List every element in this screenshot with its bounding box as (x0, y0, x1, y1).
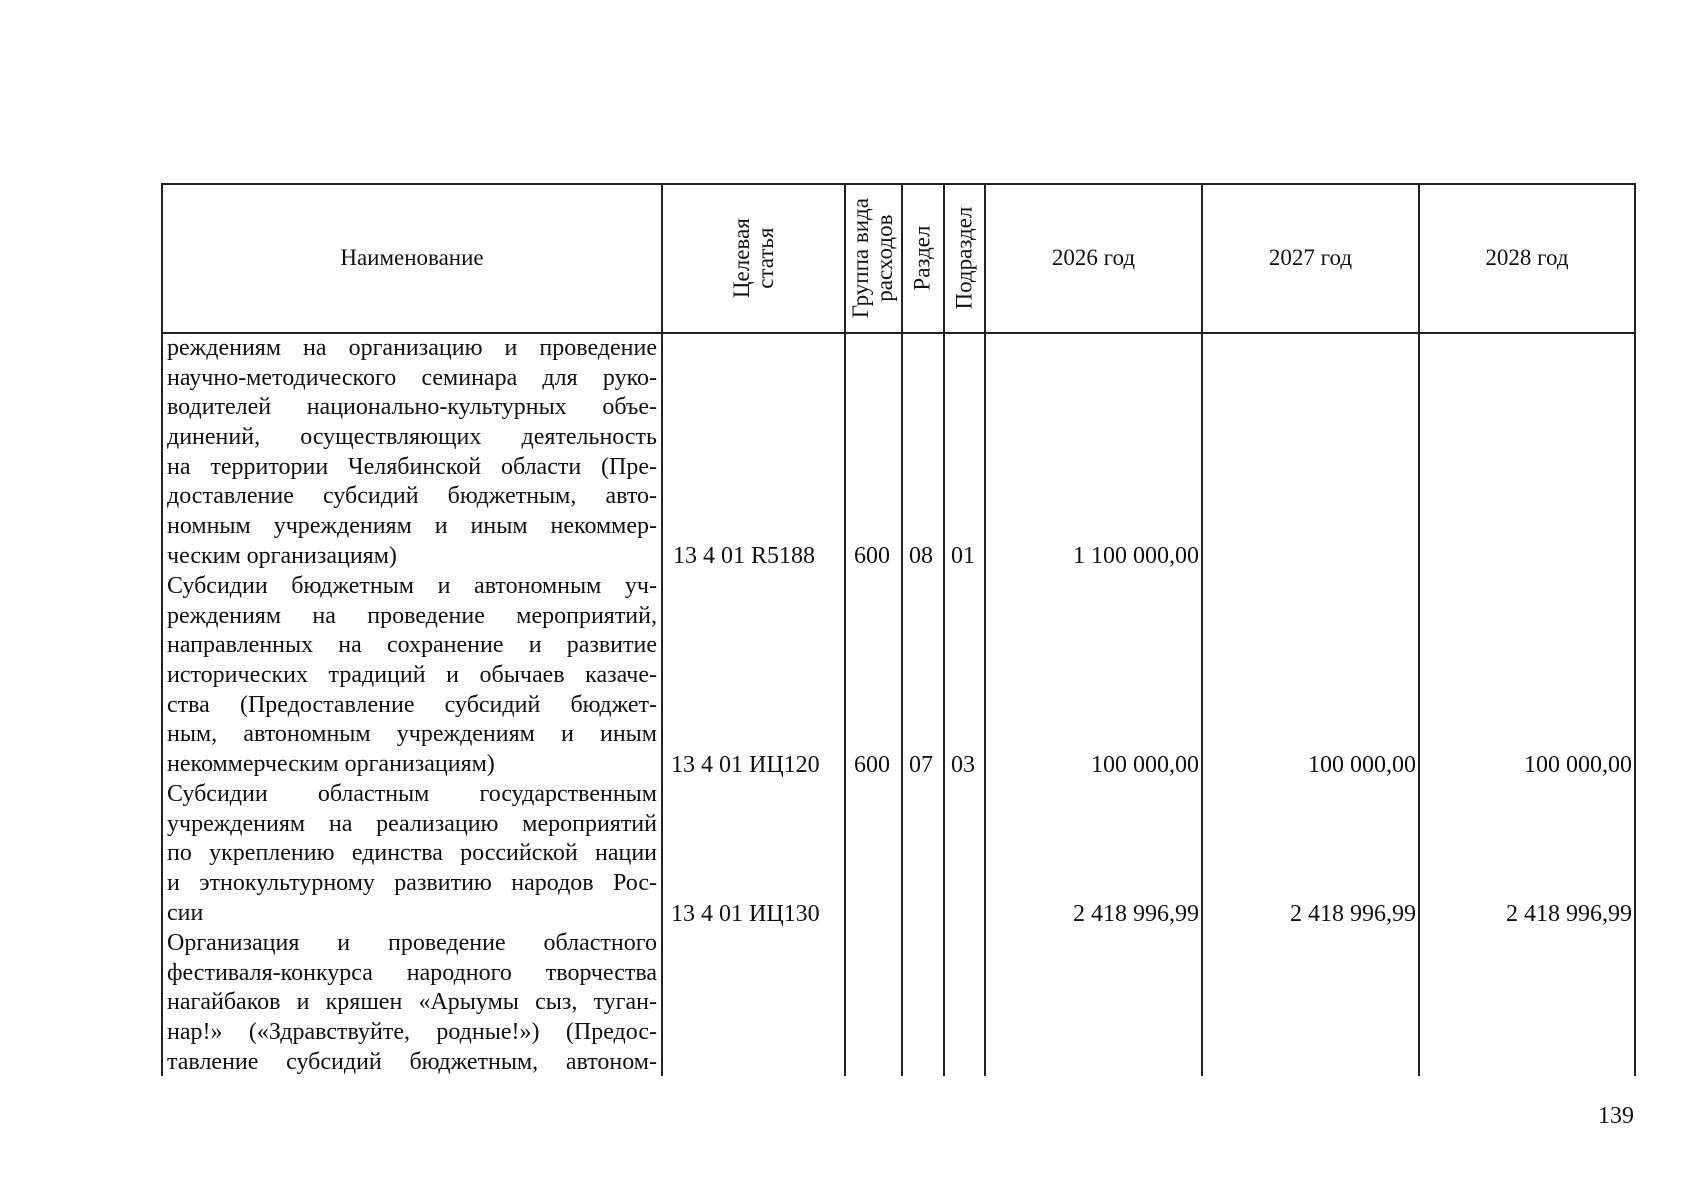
row-2-code: 13 4 01 ИЦ120 (671, 752, 820, 778)
budget-table (161, 183, 1636, 1076)
header-subsection: Подраздел (951, 206, 977, 310)
row-1-section: 08 (909, 543, 933, 569)
col-border (1634, 183, 1636, 1076)
row-1-subsection: 01 (951, 543, 975, 569)
page-number: 139 (1598, 1103, 1634, 1129)
row-2-amount-2028: 100 000,00 (1524, 752, 1632, 778)
header-name: Наименование (340, 245, 484, 271)
header-section: Раздел (909, 225, 935, 291)
row-2-description: Субсидии бюджетным и автономным уч- реждениям на проведение мероприятий, направленных на сохранение и развитие исторических традиций и обычаев казаче- ства (Предоставление субсидий бюджет- ным, автономным учреждениям и иным некоммерческим организациям) (167, 573, 657, 778)
row-3-amount-2027: 2 418 996,99 (1290, 901, 1416, 927)
header-target-article: Целевая статья (728, 218, 778, 298)
row-2-section: 07 (909, 752, 933, 778)
header-year-2026: 2026 год (1051, 245, 1136, 271)
row-2-subsection: 03 (951, 752, 975, 778)
row-3-amount-2026: 2 418 996,99 (1073, 901, 1199, 927)
row-1-description: реждениям на организацию и проведение научно-методического семинара для руко- водителей национально-культурных объе- динений, осуществляющих деятельность на территории Челябинской области (Пре- доставление субсидий бюджетным, авто- номным учреждениям и иным некоммер- ческим организациям) (167, 335, 657, 569)
row-4-description: Организация и проведение областного фестиваля-конкурса народного творчества нагайбаков и кряшен «Арыумы сыз, туган- нар!» («Здравствуйте, родные!») (Предос- тавление субсидий бюджетным, автоном- (167, 930, 657, 1075)
row-2-group: 600 (854, 752, 890, 778)
row-1-amount-2026: 1 100 000,00 (1073, 543, 1199, 569)
header-expense-group: Группа вида расходов (848, 197, 898, 319)
row-2-amount-2026: 100 000,00 (1091, 752, 1199, 778)
row-1-group: 600 (854, 543, 890, 569)
row-1-code: 13 4 01 R5188 (673, 543, 816, 569)
header-year-2027: 2027 год (1268, 245, 1353, 271)
header-year-2028: 2028 год (1485, 245, 1569, 271)
row-3-amount-2028: 2 418 996,99 (1506, 901, 1632, 927)
row-3-code: 13 4 01 ИЦ130 (671, 901, 820, 927)
row-2-amount-2027: 100 000,00 (1308, 752, 1416, 778)
row-3-description: Субсидии областным государственным учреждениям на реализацию мероприятий по укреплению единства российской нации и этнокультурному развитию народов Рос- сии (167, 781, 657, 926)
